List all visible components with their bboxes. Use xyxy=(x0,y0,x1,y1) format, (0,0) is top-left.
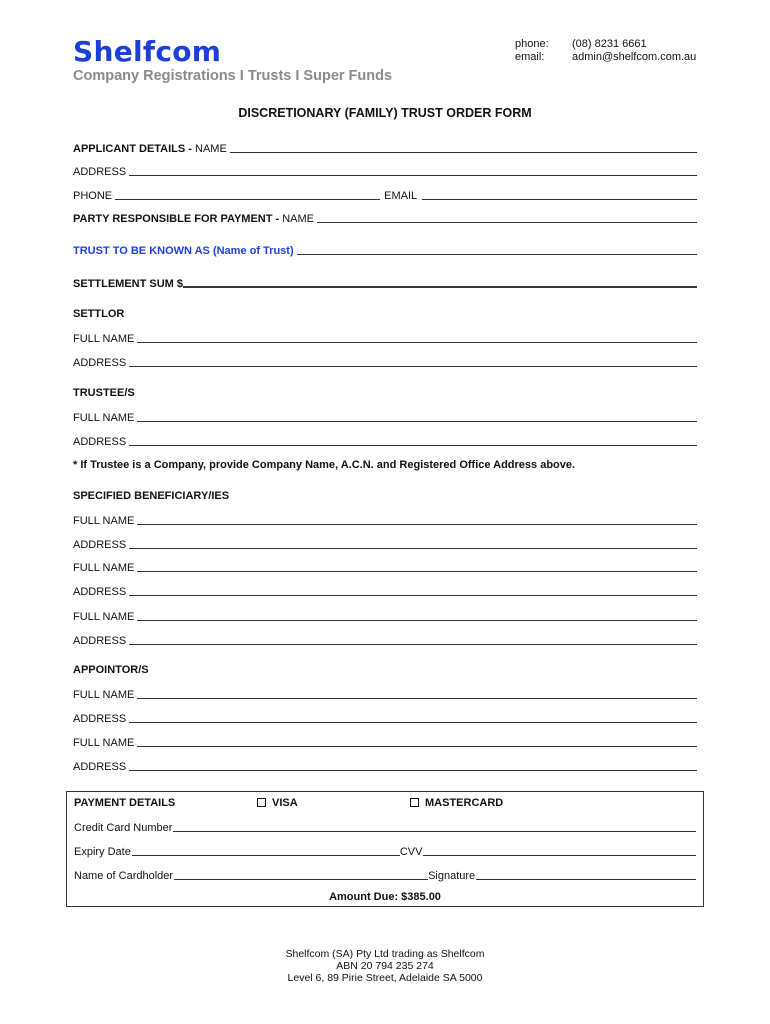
applicant-heading: APPLICANT DETAILS - xyxy=(73,143,196,155)
settlement-label: SETTLEMENT SUM $ xyxy=(73,278,184,290)
trustees-heading: TRUSTEE/S xyxy=(73,387,135,399)
appointor-2-name-row xyxy=(73,735,697,749)
visa-label: VISA xyxy=(272,797,298,809)
footer-address: Level 6, 89 Pirie Street, Adelaide SA 5000 xyxy=(287,972,483,984)
applicant-address-field[interactable] xyxy=(129,175,697,176)
settlor-name-row xyxy=(73,331,697,345)
beneficiary-3-address-row xyxy=(73,633,697,647)
beneficiary-name-label: FULL NAME xyxy=(73,562,135,574)
footer xyxy=(0,948,770,984)
beneficiary-1-name-row xyxy=(73,513,697,527)
beneficiary-3-name-field[interactable] xyxy=(137,620,697,621)
phone-value: (08) 8231 6661 xyxy=(572,38,647,50)
settlor-address-field[interactable] xyxy=(129,366,697,367)
email-label: email: xyxy=(515,51,545,63)
trust-name-row xyxy=(73,243,697,257)
beneficiary-2-name-row xyxy=(73,560,697,574)
applicant-name-row xyxy=(73,141,697,155)
trustee-company-note: * If Trustee is a Company, provide Company Name, A.C.N. and Registered Office Address above. xyxy=(73,459,576,471)
party-name-field[interactable] xyxy=(317,222,697,223)
appointor-1-address-row xyxy=(73,711,697,725)
beneficiary-3-address-field[interactable] xyxy=(129,644,697,645)
applicant-name-field[interactable] xyxy=(230,152,697,153)
beneficiary-2-address-row xyxy=(73,584,697,598)
trustee-address-label: ADDRESS xyxy=(73,436,127,448)
settlor-name-field[interactable] xyxy=(137,342,697,343)
shelfcom-logo: Shelfcom xyxy=(73,35,222,68)
expiry-field[interactable] xyxy=(132,855,400,856)
payment-details-box xyxy=(66,791,704,907)
settlement-row xyxy=(73,276,697,290)
form-title: DISCRETIONARY (FAMILY) TRUST ORDER FORM xyxy=(238,106,532,120)
beneficiary-1-name-field[interactable] xyxy=(137,524,697,525)
beneficiary-address-label: ADDRESS xyxy=(73,539,127,551)
trustee-name-row xyxy=(73,410,697,424)
trustee-address-row xyxy=(73,434,697,448)
footer-company: Shelfcom (SA) Pty Ltd trading as Shelfcom xyxy=(285,948,485,960)
applicant-contact-row xyxy=(73,188,697,202)
cardholder-field[interactable] xyxy=(174,879,428,880)
payment-heading: PAYMENT DETAILS xyxy=(74,797,176,809)
appointor-name-label: FULL NAME xyxy=(73,689,135,701)
phone-label: phone: xyxy=(515,38,549,50)
contact-labels xyxy=(515,38,549,64)
applicant-email-label: EMAIL xyxy=(384,190,418,202)
appointors-heading: APPOINTOR/S xyxy=(73,664,149,676)
appointor-address-label: ADDRESS xyxy=(73,713,127,725)
applicant-phone-label: PHONE xyxy=(73,190,113,202)
appointor-1-name-row xyxy=(73,687,697,701)
mastercard-label: MASTERCARD xyxy=(425,797,504,809)
settlor-heading: SETTLOR xyxy=(73,308,125,320)
applicant-address-row xyxy=(73,164,697,178)
beneficiary-2-name-field[interactable] xyxy=(137,571,697,572)
applicant-name-label: NAME xyxy=(195,143,227,155)
settlor-address-label: ADDRESS xyxy=(73,357,127,369)
beneficiary-name-label: FULL NAME xyxy=(73,611,135,623)
appointor-1-name-field[interactable] xyxy=(137,698,697,699)
beneficiary-name-label: FULL NAME xyxy=(73,515,135,527)
party-name-row xyxy=(73,211,697,225)
footer-abn: ABN 20 794 235 274 xyxy=(336,960,434,972)
expiry-label: Expiry Date xyxy=(74,846,131,858)
trustee-name-label: FULL NAME xyxy=(73,412,135,424)
visa-checkbox[interactable] xyxy=(257,798,266,807)
settlement-field[interactable] xyxy=(183,286,697,288)
applicant-address-label: ADDRESS xyxy=(73,166,127,178)
applicant-email-field[interactable] xyxy=(422,199,697,200)
signature-field[interactable] xyxy=(476,879,696,880)
trustee-name-field[interactable] xyxy=(137,421,697,422)
settlor-name-label: FULL NAME xyxy=(73,333,135,345)
trust-name-field[interactable] xyxy=(297,254,697,255)
trust-name-label: TRUST TO BE KNOWN AS (Name of Trust) xyxy=(73,245,294,257)
signature-label: Signature xyxy=(428,870,476,882)
visa-option[interactable] xyxy=(257,797,298,809)
mastercard-checkbox[interactable] xyxy=(410,798,419,807)
appointor-address-label: ADDRESS xyxy=(73,761,127,773)
cardholder-signature-row xyxy=(74,868,696,882)
appointor-2-address-field[interactable] xyxy=(129,770,697,771)
trustee-address-field[interactable] xyxy=(129,445,697,446)
appointor-2-name-field[interactable] xyxy=(137,746,697,747)
party-name-label: NAME xyxy=(282,213,315,225)
contact-values xyxy=(572,38,696,64)
card-number-field[interactable] xyxy=(173,831,696,832)
beneficiary-address-label: ADDRESS xyxy=(73,586,127,598)
company-tagline: Company Registrations I Trusts I Super Funds xyxy=(73,68,393,84)
beneficiary-2-address-field[interactable] xyxy=(129,595,697,596)
appointor-name-label: FULL NAME xyxy=(73,737,135,749)
email-value: admin@shelfcom.com.au xyxy=(572,51,697,63)
beneficiary-1-address-field[interactable] xyxy=(129,548,697,549)
card-number-row xyxy=(74,820,696,834)
beneficiary-3-name-row xyxy=(73,609,697,623)
beneficiary-address-label: ADDRESS xyxy=(73,635,127,647)
cvv-label: CVV xyxy=(399,846,423,858)
applicant-phone-field[interactable] xyxy=(115,199,380,200)
card-number-label: Credit Card Number xyxy=(74,822,173,834)
beneficiaries-heading: SPECIFIED BENEFICIARY/IES xyxy=(73,490,230,502)
cardholder-label: Name of Cardholder xyxy=(74,870,174,882)
expiry-cvv-row xyxy=(74,844,696,858)
appointor-1-address-field[interactable] xyxy=(129,722,697,723)
cvv-field[interactable] xyxy=(423,855,696,856)
beneficiary-1-address-row xyxy=(73,537,697,551)
party-heading: PARTY RESPONSIBLE FOR PAYMENT - xyxy=(73,213,283,225)
settlor-address-row xyxy=(73,355,697,369)
mastercard-option[interactable] xyxy=(410,797,503,809)
amount-due: Amount Due: $385.00 xyxy=(329,891,441,903)
appointor-2-address-row xyxy=(73,759,697,773)
